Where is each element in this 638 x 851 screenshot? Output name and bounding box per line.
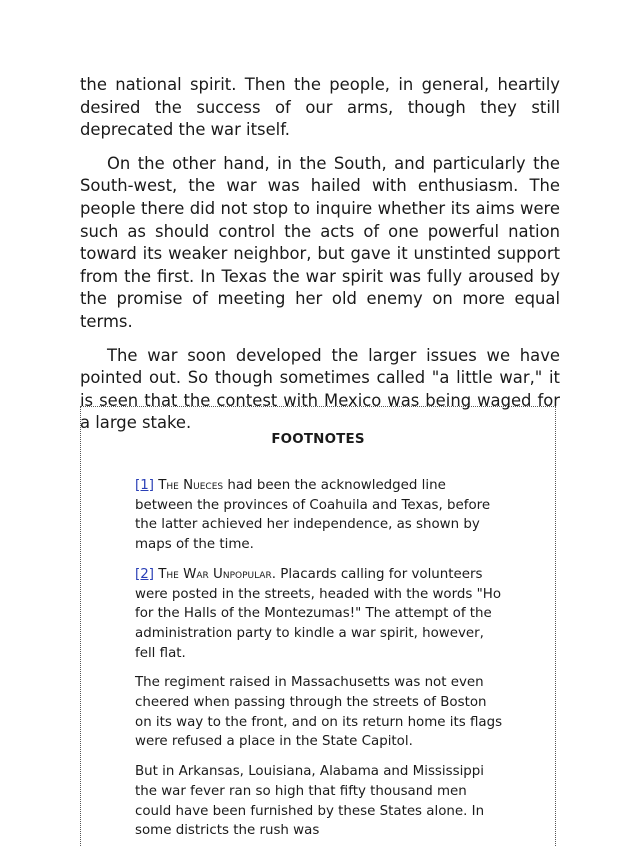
main-text xyxy=(80,74,560,446)
paragraph-larger-issues: The war soon developed the larger issues we have pointed out. So though sometimes called "a little war," it is seen that the contest with Mexico was being waged for a large stake. xyxy=(80,345,560,433)
paragraph-continuation: the national spirit. Then the people, in general, heartily desired the success of our arms, though they still deprecated the war itself. xyxy=(80,75,560,140)
footnote-2-text: . Placards calling for volunteers were posted in the streets, headed with the words "Ho for the Halls of the Montezumas!" The attempt of the administration party to kindle a war spirit, however, fell flat. xyxy=(135,566,502,661)
footnote-2-ref-link[interactable]: [2] xyxy=(135,566,154,582)
footnotes-section xyxy=(80,406,556,846)
footnote-2 xyxy=(135,565,505,664)
footnote-2-heading: The War Unpopular xyxy=(158,566,272,582)
footnote-1-text: had been the acknowledged line between the provinces of Coahuila and Texas, before the latter achieved her independence, as shown by maps of the time. xyxy=(135,478,491,553)
footnotes-title: FOOTNOTES xyxy=(271,432,365,447)
footnotes-body xyxy=(135,476,505,851)
footnote-paragraph-massachusetts: The regiment raised in Massachusetts was not even cheered when passing through the streets of Boston on its way to the front, and on its return home its flags were refused a place in the State Capitol. xyxy=(135,675,503,750)
paragraph-south: On the other hand, in the South, and particularly the South-west, the war was hailed with enthusiasm. The people there did not stop to inquire whether its aims were such as should control the acts of one powerful nation toward its weaker neighbor, but gave it unstinted support from the first. In Texas the war spirit was fully aroused by the promise of meeting her old enemy on more equal terms. xyxy=(80,153,560,331)
footnote-1-heading: The Nueces xyxy=(158,478,224,493)
footnote-1-ref-link[interactable]: [1] xyxy=(135,478,154,493)
footnote-paragraph-arkansas: But in Arkansas, Louisiana, Alabama and Mississippi the war fever ran so high that fifty thousand men could have been furnished by these States alone. In some districts the rush was xyxy=(135,764,485,839)
footnote-1 xyxy=(135,476,505,555)
